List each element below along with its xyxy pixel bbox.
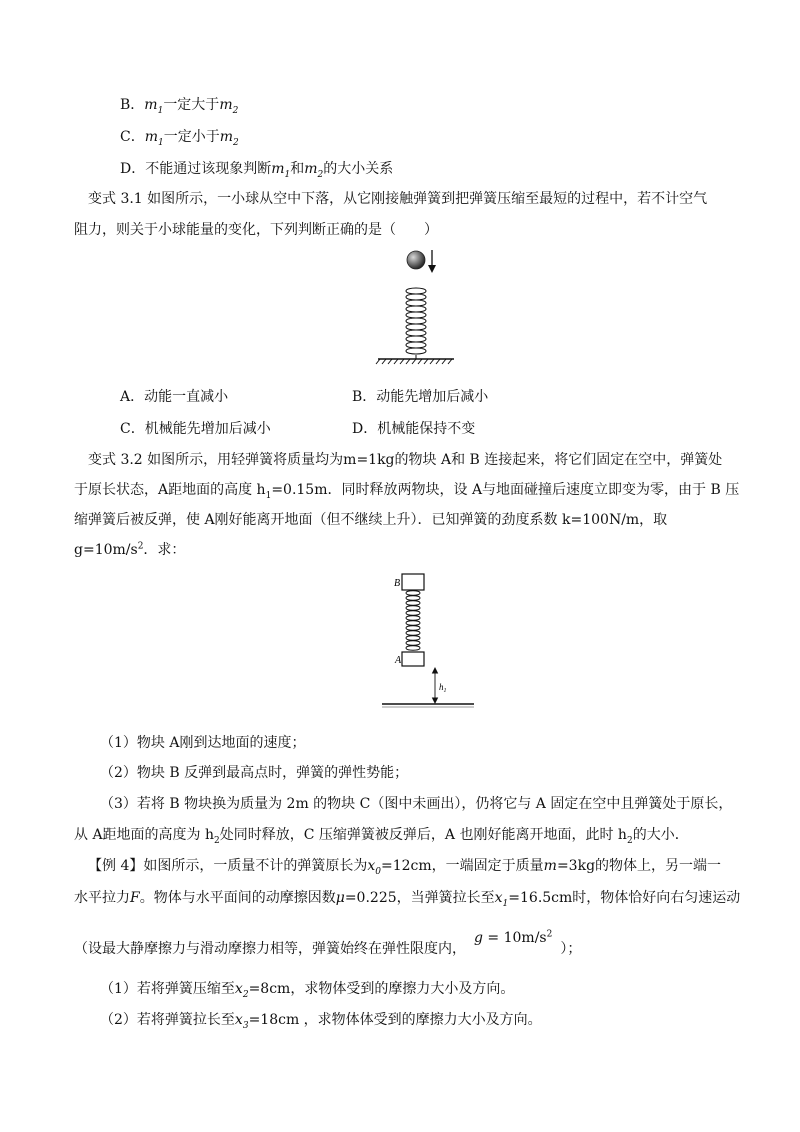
v31-stem-line2: 阻力，则关于小球能量的变化，下列判断正确的是（ ） xyxy=(74,222,438,238)
option-b: B．$m_1$一定大于$m_2$ xyxy=(120,97,239,116)
v32-q2: （2）物块 B 反弹到最高点时，弹簧的弹性势能； xyxy=(100,765,409,781)
v32-stem-line3: 缩弹簧后被反弹，使 A刚好能离开地面（但不继续上升）．已知弹簧的劲度系数 k=100N/m，取 xyxy=(74,512,668,528)
spring xyxy=(406,288,426,359)
v32-q3-line1: （3）若将 B 物块换为质量为 2m 的物块 C（图中未画出），仍将它与 A 固定在空中且弹簧处于原长， xyxy=(100,796,733,812)
ex4-stem-line2: 水平拉力F。物体与水平面间的动摩擦因数μ=0.225，当弹簧拉长至$x_1=16.5cm$时，物体恰好向右匀速运动 xyxy=(74,890,741,909)
v32-stem-line2: 于原长状态，A距地面的高度 $h_1=0.15m$．同时释放两物块，设 A与地面碰撞后速度立即变为零，由于 B 压 xyxy=(74,482,740,501)
v31-option-a: A．动能一直减小 xyxy=(120,389,229,405)
v32-q3-line2: 从 A距地面的高度为 $h_2$处同时释放，C 压缩弹簧被反弹后，A 也刚好能离开地面，此时 $h_2$的大小． xyxy=(74,827,689,846)
ex4-q1: （1）若将弹簧压缩至$x_2=8cm$，求物体受到的摩擦力大小及方向。 xyxy=(100,981,515,1000)
block-b xyxy=(402,574,424,590)
v31-stem-line1: 变式 3.1 如图所示，一小球从空中下落，从它刚接触弹簧到把弹簧压缩至最短的过程中，若不计空气 xyxy=(88,191,708,207)
v32-stem-line1: 变式 3.2 如图所示，用轻弹簧将质量均为m=1kg的物块 A和 B 连接起来，将它们固定在空中，弹簧处 xyxy=(88,452,723,468)
option-d: D．不能通过该现象判断$m_1$和$m_2$的大小关系 xyxy=(120,161,394,180)
v31-option-b: B．动能先增加后减小 xyxy=(352,389,489,405)
spring xyxy=(406,591,420,651)
ex4-stem-line1: 【例 4】如图所示，一质量不计的弹簧原长为$x_0=12cm$，一端固定于质量m=3kg的物体上，另一端一 xyxy=(88,858,722,877)
v31-option-d: D．机械能保持不变 xyxy=(352,421,476,437)
v31-option-c: C．机械能先增加后减小 xyxy=(120,421,271,437)
block-b-label: B xyxy=(394,578,401,589)
block-a-label: A xyxy=(395,655,402,666)
ex4-stem-line3: （设最大静摩擦力与滑动摩擦力相等，弹簧始终在弹性限度内，$g = 10m/s^2$）； xyxy=(74,929,582,957)
v32-stem-line4: $g=10m/s^2$．求： xyxy=(74,541,186,558)
ball-spring-figure xyxy=(370,244,470,369)
ground xyxy=(376,359,454,364)
ex4-q2: （2）若将弹簧拉长至$x_3=18cm$ ，求物体体受到的摩擦力大小及方向。 xyxy=(100,1012,542,1031)
v32-q1: （1）物块 A刚到达地面的速度； xyxy=(100,735,306,751)
ball xyxy=(407,251,425,269)
height-arrow xyxy=(433,668,438,703)
height-label: $h_1$ xyxy=(439,682,447,694)
blocks-spring-figure xyxy=(378,568,478,718)
block-a xyxy=(402,652,424,666)
option-c: C．$m_1$一定小于$m_2$ xyxy=(120,129,239,148)
